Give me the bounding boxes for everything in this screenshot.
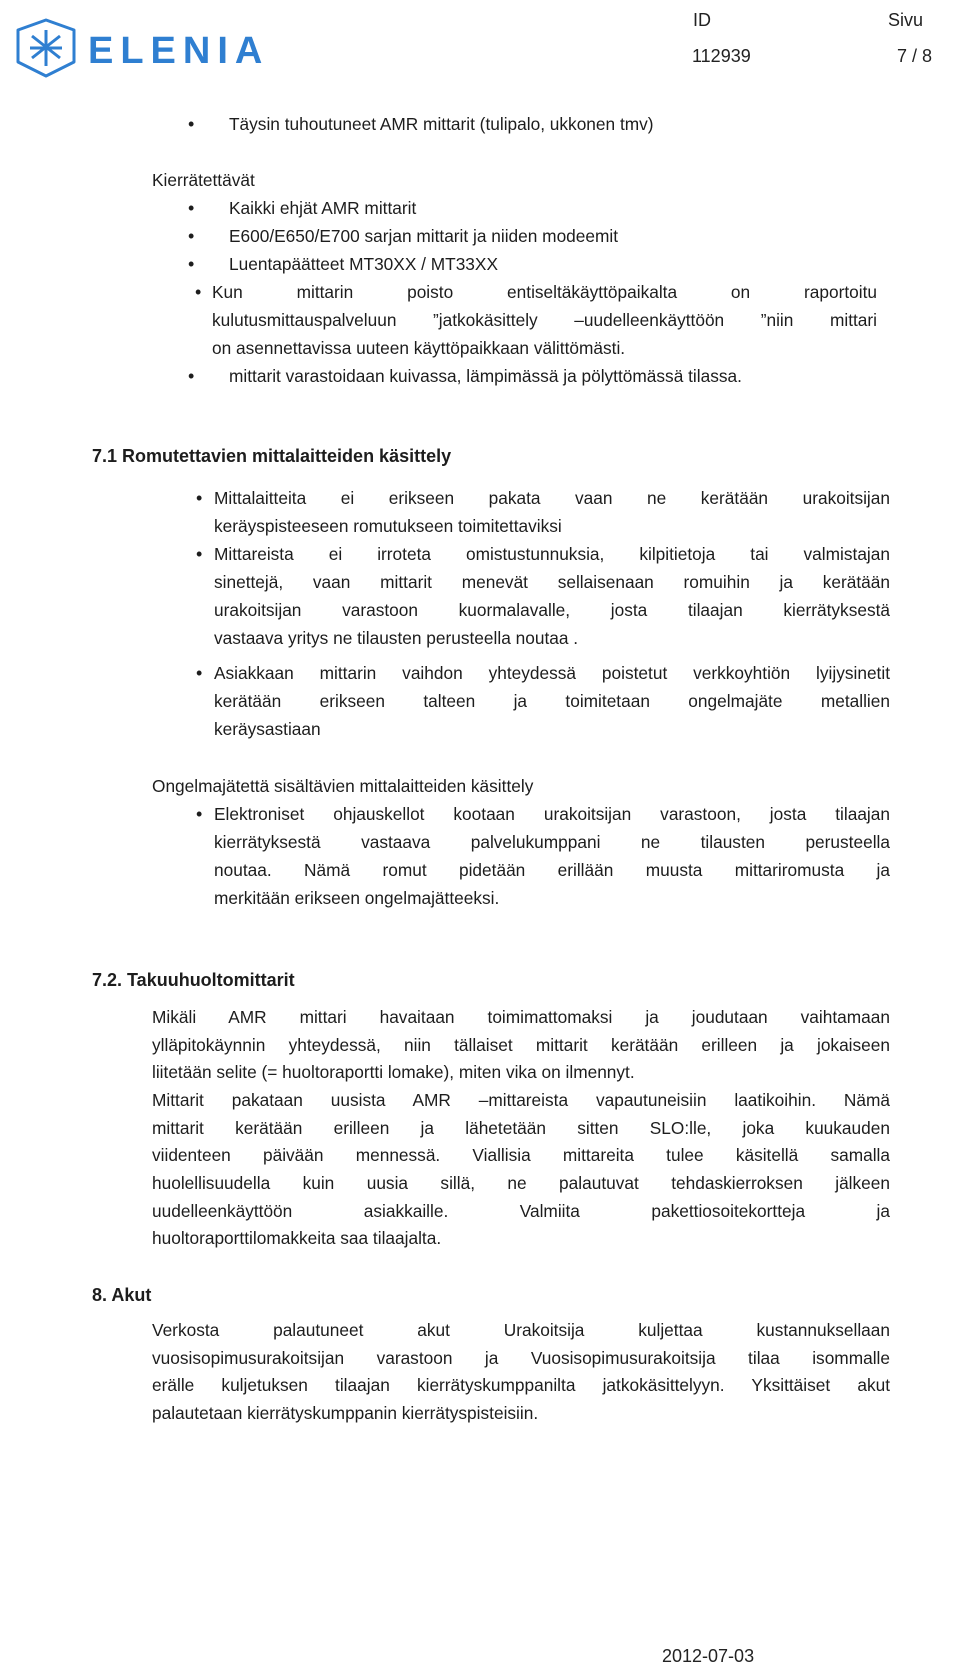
- paragraph-line: huolellisuudella kuin uusia sillä, ne palautuvat tehdaskierroksen jälkeen: [152, 1173, 890, 1193]
- bullet: •: [188, 366, 195, 386]
- paragraph-line: Verkosta palautuneet akut Urakoitsija kuljettaa kustannuksellaan: [152, 1320, 890, 1340]
- list-item-line: Mittareista ei irroteta omistustunnuksia, kilpitietoja tai valmistajan: [214, 544, 890, 564]
- document-id: 112939: [692, 46, 751, 66]
- list-item-line: kerätään erikseen talteen ja toimitetaan ongelmajäte metallien: [214, 691, 890, 711]
- paragraph-line: mittarit kerätään erilleen ja lähetetään sitten SLO:lle, joka kuukauden: [152, 1118, 890, 1138]
- paragraph-line: viidenteen päivään mennessä. Viallisia mittareita tulee käsitellä samalla: [152, 1145, 890, 1165]
- page-label: Sivu: [888, 10, 924, 30]
- paragraph-line: merkitään erikseen ongelmajätteeksi.: [214, 888, 500, 908]
- bullet: •: [188, 114, 195, 134]
- bullet: •: [196, 663, 203, 683]
- list-item-line: Asiakkaan mittarin vaihdon yhteydessä poistetut verkkoyhtiön lyijysinetit: [214, 663, 890, 683]
- list-item-line: Mittalaitteita ei erikseen pakata vaan ne kerätään urakoitsijan: [214, 488, 890, 508]
- section-heading-8: 8. Akut: [92, 1285, 152, 1305]
- paragraph-line: liitetään selite (= huoltoraportti lomake), miten vika on ilmennyt.: [152, 1062, 635, 1082]
- paragraph-line: ylläpitokäynnin yhteydessä, niin tällaiset mittarit kerätään erilleen ja jokaiseen: [152, 1035, 890, 1055]
- paragraph-line: Mittarit pakataan uusista AMR –mittareista vapautuneisiin laatikoihin. Nämä: [152, 1090, 890, 1110]
- list-item-line: keräysastiaan: [214, 719, 321, 739]
- section-heading-7-2: 7.2. Takuuhuoltomittarit: [92, 970, 295, 990]
- bullet: •: [196, 804, 203, 824]
- paragraph-line: palautetaan kierrätyskumppanin kierrätyspisteisiin.: [152, 1403, 539, 1423]
- bullet: •: [188, 198, 195, 218]
- list-item-line: Kun mittarin poisto entiseltäkäyttöpaikalta on raportoitu: [212, 282, 877, 302]
- logo-wordmark: ELENIA: [88, 30, 270, 72]
- bullet: •: [196, 488, 203, 508]
- paragraph-line: Elektroniset ohjauskellot kootaan urakoitsijan varastoon, josta tilaajan: [214, 804, 890, 824]
- list-item: E600/E650/E700 sarjan mittarit ja niiden modeemit: [229, 226, 619, 246]
- list-item-line: urakoitsijan varastoon kuormalavalle, josta tilaajan kierrätyksestä: [214, 600, 890, 620]
- paragraph-line: kierrätyksestä vastaava palvelukumppani ne tilausten perusteella: [214, 832, 890, 852]
- paragraph-line: Mikäli AMR mittari havaitaan toimimattomaksi ja joudutaan vaihtamaan: [152, 1007, 890, 1027]
- paragraph-line: vuosisopimusurakoitsijan varastoon ja Vuosisopimusurakoitsija tilaa isommalle: [152, 1348, 890, 1368]
- section-heading-7-1: 7.1 Romutettavien mittalaitteiden käsittely: [92, 446, 452, 466]
- bullet: •: [188, 226, 195, 246]
- bullet: •: [196, 544, 203, 564]
- id-label: ID: [693, 10, 711, 30]
- footer-date: 2012-07-03: [662, 1646, 755, 1666]
- bullet: •: [195, 282, 202, 302]
- list-item: Kaikki ehjät AMR mittarit: [229, 198, 417, 218]
- paragraph-line: huoltoraporttilomakkeita saa tilaajalta.: [152, 1228, 442, 1248]
- list-item-line: vastaava yritys ne tilausten perusteella noutaa .: [214, 628, 579, 648]
- list-item-line: kulutusmittauspalveluun ”jatkokäsittely –uudelleenkäyttöön ”niin mittari: [212, 310, 877, 330]
- paragraph-line: uudelleenkäyttöön asiakkaille. Valmiita pakettiosoitekortteja ja: [152, 1201, 890, 1221]
- paragraph-line: noutaa. Nämä romut pidetään erillään muusta mittariromusta ja: [214, 860, 890, 880]
- list-item-line: on asennettavissa uuteen käyttöpaikkaan välittömästi.: [212, 338, 626, 358]
- elenia-logo: [12, 14, 270, 84]
- paragraph-line: erälle kuljetuksen tilaajan kierrätyskumppanilta jatkokäsittelyyn. Yksittäiset akut: [152, 1375, 890, 1395]
- list-item: mittarit varastoidaan kuivassa, lämpimässä ja pölyttömässä tilassa.: [229, 366, 742, 386]
- hazard-heading: Ongelmajätettä sisältävien mittalaitteiden käsittely: [152, 776, 534, 796]
- list-item: Täysin tuhoutuneet AMR mittarit (tulipalo, ukkonen tmv): [229, 114, 654, 134]
- bullet: •: [188, 254, 195, 274]
- recycle-heading: Kierrätettävät: [152, 170, 255, 190]
- list-item-line: sinettejä, vaan mittarit menevät sellaisenaan romuihin ja kerätään: [214, 572, 890, 592]
- page-number: 7 / 8: [897, 46, 933, 66]
- list-item-line: keräyspisteeseen romutukseen toimitettaviksi: [214, 516, 562, 536]
- list-item: Luentapäätteet MT30XX / MT33XX: [229, 254, 498, 274]
